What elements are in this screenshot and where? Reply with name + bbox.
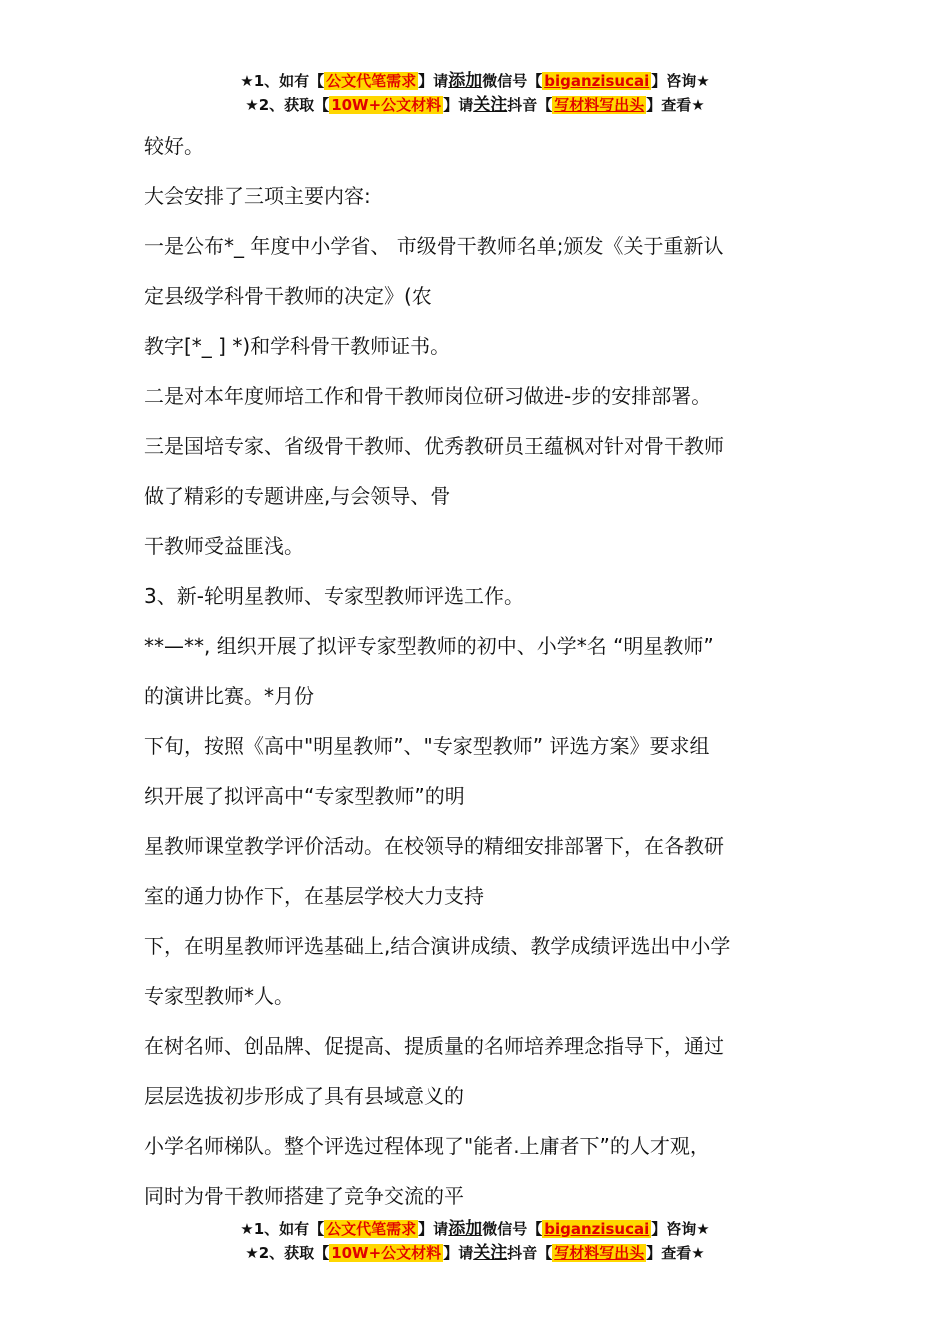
body-line: 织开展了拟评高中“专家型教师”的明 — [144, 784, 465, 808]
banner-line-2: ★2、获取【 10W+公文材料 】请关注抖音【 写材料写出头 】查看★ — [245, 95, 705, 115]
wechat-id-link[interactable]: biganzisucai — [544, 1220, 650, 1238]
footer-banner — [0, 1217, 950, 1265]
banner-line-2: ★2、获取【 10W+公文材料 】请关注抖音【 写材料写出头 】查看★ — [245, 1243, 705, 1263]
douyin-account-link[interactable]: 写材料写出头 — [554, 1244, 645, 1262]
highlight-service: 公文代笔需求 — [326, 72, 417, 90]
body-line: 大会安排了三项主要内容: — [144, 184, 371, 208]
highlight-materials: 10W+公文材料 — [331, 1244, 442, 1262]
body-line: 下，在明星教师评选基础上,结合演讲成绩、教学成绩评选出中小学 — [144, 934, 731, 958]
body-line: 室的通力协作下，在基层学校大力支持 — [144, 884, 484, 908]
body-line: 干教师受益匪浅。 — [144, 534, 304, 558]
body-line: 三是国培专家、省级骨干教师、优秀教研员王蕴枫对针对骨干教师 — [144, 434, 724, 458]
body-line: 的演讲比赛。*月份 — [144, 684, 314, 708]
body-line: **—**, 组织开展了拟评专家型教师的初中、小学*名 “明星教师” — [144, 634, 714, 658]
body-line: 小学名师梯队。整个评选过程体现了"能者.上庸者下”的人才观， — [144, 1134, 710, 1158]
body-line: 在树名师、创品牌、促提高、提质量的名师培养理念指导下，通过 — [144, 1034, 724, 1058]
body-line: 同时为骨干教师搭建了竞争交流的平 — [144, 1184, 464, 1208]
body-line: 教字[*_ ] *)和学科骨干教师证书。 — [144, 334, 451, 358]
banner-line-1: ★1、如有【 公文代笔需求 】请添加微信号【 biganzisucai 】咨询★ — [240, 71, 710, 91]
body-line: 专家型教师*人。 — [144, 984, 294, 1008]
wechat-id-link[interactable]: biganzisucai — [544, 72, 650, 90]
banner-line-1: ★1、如有【 公文代笔需求 】请添加微信号【 biganzisucai 】咨询★ — [240, 1219, 710, 1239]
body-line: 3、新-轮明星教师、专家型教师评选工作。 — [144, 584, 524, 608]
document-body — [144, 121, 824, 1221]
body-line: 较好。 — [144, 134, 204, 158]
highlight-service: 公文代笔需求 — [326, 1220, 417, 1238]
douyin-account-link[interactable]: 写材料写出头 — [554, 96, 645, 114]
header-banner — [0, 69, 950, 117]
body-line: 二是对本年度师培工作和骨干教师岗位研习做进-步的安排部署。 — [144, 384, 712, 408]
body-line: 做了精彩的专题讲座,与会领导、骨 — [144, 484, 451, 508]
body-line: 星教师课堂教学评价活动。在校领导的精细安排部署下，在各教研 — [144, 834, 724, 858]
body-line: 一是公布*_ 年度中小学省、 市级骨干教师名单;颁发《关于重新认 — [144, 234, 724, 258]
highlight-materials: 10W+公文材料 — [331, 96, 442, 114]
body-line: 下旬，按照《高中"明星教师”、"专家型教师” 评选方案》要求组 — [144, 734, 710, 758]
body-line: 定县级学科骨干教师的决定》(农 — [144, 284, 432, 308]
body-line: 层层选拔初步形成了具有县域意义的 — [144, 1084, 464, 1108]
